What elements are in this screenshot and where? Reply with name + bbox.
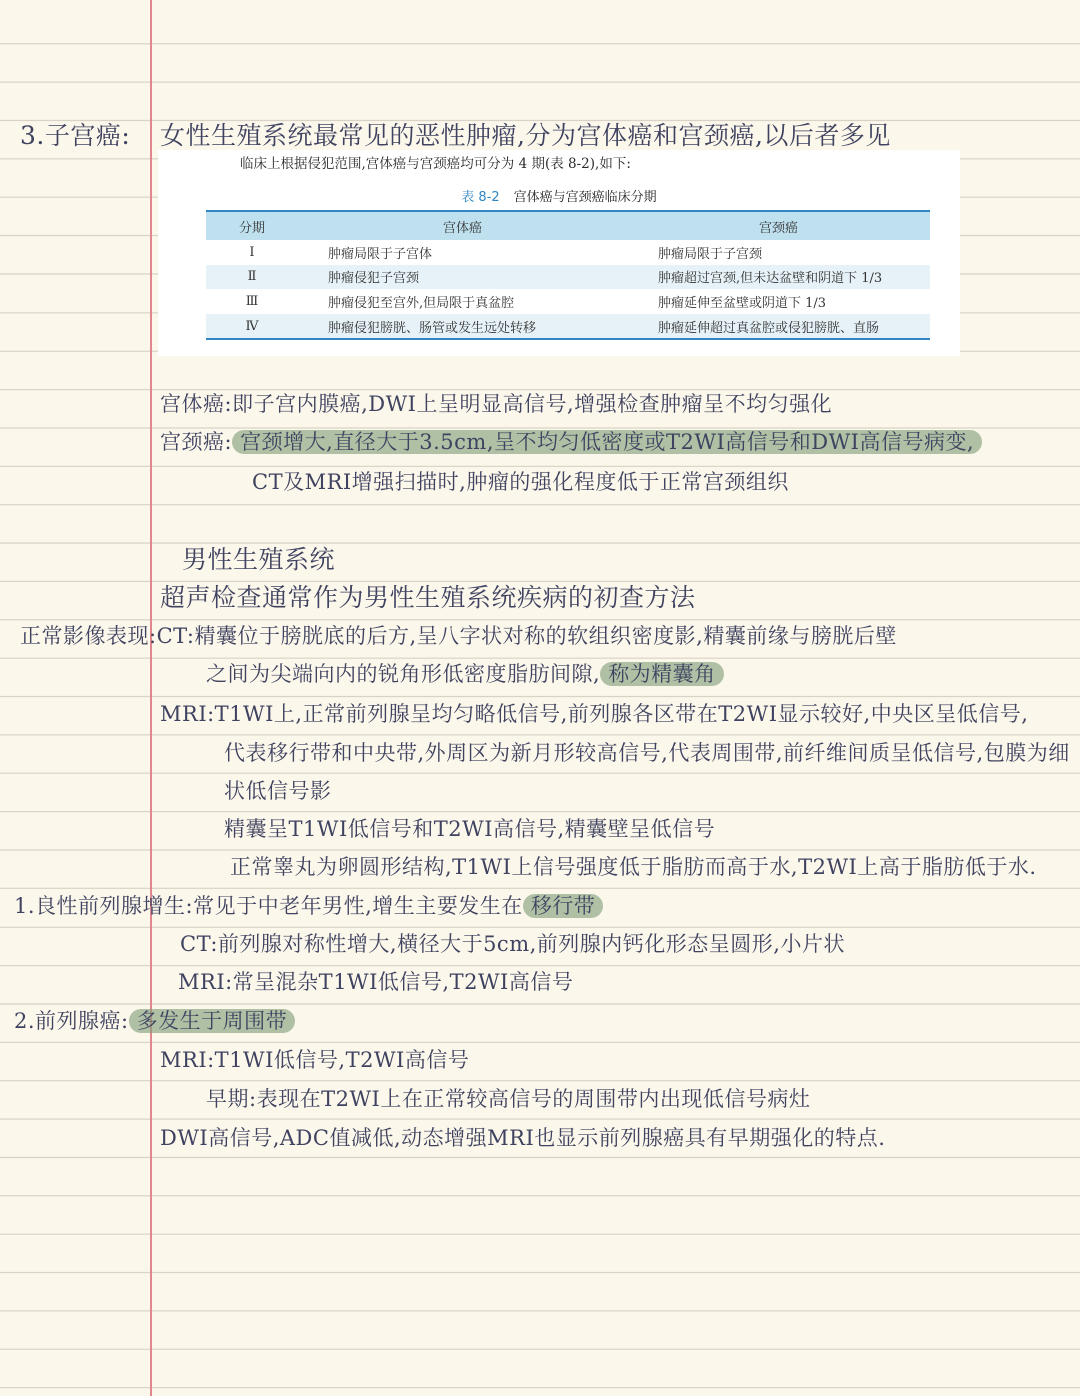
notebook-margin-line — [150, 0, 152, 1396]
bph-text: 常见于中老年男性,增生主要发生在 — [193, 894, 523, 918]
heading-male-reproductive: 男性生殖系统 — [182, 545, 336, 574]
section-label-uterine-cancer: 3.子宫癌: — [20, 121, 131, 150]
note-bph-mri: MRI:常呈混杂T1WI低信号,T2WI高信号 — [178, 970, 574, 994]
header-stage: 分期 — [206, 211, 298, 240]
note-ultrasound: 超声检查通常作为男性生殖系统疾病的初查方法 — [160, 583, 696, 612]
note-cervical-ct: CT及MRI增强扫描时,肿瘤的强化程度低于正常宫颈组织 — [252, 470, 789, 494]
normal-imaging-label: 正常影像表现: — [20, 624, 157, 648]
table-number: 表 8-2 — [461, 190, 500, 205]
stage-cell: Ⅳ — [206, 314, 298, 340]
body-cancer-cell: 肿瘤侵犯至宫外,但局限于真盆腔 — [328, 295, 515, 311]
table-row — [206, 289, 930, 314]
ct-line-1: CT:精囊位于膀胱底的后方,呈八字状对称的软组织密度影,精囊前缘与膀胱后壁 — [156, 624, 897, 648]
table-caption — [158, 186, 960, 205]
table-header-row — [206, 211, 930, 240]
table-row — [206, 240, 930, 265]
note-bph — [14, 890, 603, 920]
peripheral-zone-highlight: 多发生于周围带 — [129, 1009, 296, 1033]
note-prostate-cancer — [14, 1005, 295, 1035]
prostate-cancer-label: 2.前列腺癌: — [14, 1009, 129, 1033]
header-body-cancer: 宫体癌 — [298, 211, 628, 240]
transition-zone-highlight: 移行带 — [523, 894, 604, 918]
cervical-cancer-cell: 肿瘤延伸至盆壁或阴道下 1/3 — [658, 295, 827, 311]
note-ct-line-2 — [206, 658, 724, 688]
note-body-cancer: 宫体癌:即子宫内膜癌,DWI上呈明显高信号,增强检查肿瘤呈不均匀强化 — [160, 392, 833, 416]
cervical-cancer-cell: 肿瘤延伸超过真盆腔或侵犯膀胱、直肠 — [628, 314, 930, 340]
table-row — [206, 265, 930, 290]
note-cervical-cancer — [160, 426, 982, 456]
clipping-intro: 临床上根据侵犯范围,宫体癌与宫颈癌均可分为 4 期(表 8-2),如下: — [240, 156, 631, 172]
cervical-label: 宫颈癌: — [160, 430, 233, 454]
stage-cell: Ⅰ — [249, 244, 255, 260]
cervical-cancer-cell: 肿瘤局限于子宫颈 — [658, 246, 763, 262]
ct-line-2-text: 之间为尖端向内的锐角形低密度脂肪间隙, — [206, 662, 601, 686]
textbook-clipping — [158, 150, 960, 356]
note-testis: 正常睾丸为卵圆形结构,T1WI上信号强度低于脂肪而高于水,T2WI上高于脂肪低于水. — [230, 855, 1037, 879]
uterine-cancer-overview: 女性生殖系统最常见的恶性肿瘤,分为宫体癌和宫颈癌,以后者多见 — [160, 121, 891, 150]
header-cervical-cancer: 宫颈癌 — [628, 211, 930, 240]
table-row — [206, 314, 930, 340]
body-cancer-cell: 肿瘤侵犯膀胱、肠管或发生远处转移 — [298, 314, 628, 340]
note-prostate-early: 早期:表现在T2WI上在正常较高信号的周围带内出现低信号病灶 — [206, 1087, 811, 1111]
stage-cell: Ⅱ — [206, 265, 298, 290]
table-title: 宫体癌与宫颈癌临床分期 — [513, 190, 657, 205]
stage-cell: Ⅲ — [245, 293, 259, 309]
note-prostate-mri: MRI:T1WI低信号,T2WI高信号 — [160, 1048, 470, 1072]
body-cancer-cell: 肿瘤局限于子宫体 — [328, 246, 433, 262]
note-normal-imaging-ct — [20, 620, 897, 650]
staging-table — [206, 210, 930, 340]
note-mri-line-1: MRI:T1WI上,正常前列腺呈均匀略低信号,前列腺各区带在T2WI显示较好,中央区呈低信号, — [160, 702, 1029, 726]
note-mri-line-3: 状低信号影 — [224, 779, 332, 803]
note-prostate-dwi: DWI高信号,ADC值减低,动态增强MRI也显示前列腺癌具有早期强化的特点. — [160, 1126, 886, 1150]
bph-label: 1.良性前列腺增生: — [14, 894, 194, 918]
cervical-highlight: 宫颈增大,直径大于3.5cm,呈不均匀低密度或T2WI高信号和DWI高信号病变, — [232, 430, 982, 454]
note-bph-ct: CT:前列腺对称性增大,横径大于5cm,前列腺内钙化形态呈圆形,小片状 — [180, 932, 845, 956]
seminal-angle-highlight: 称为精囊角 — [600, 662, 724, 686]
body-cancer-cell: 肿瘤侵犯子宫颈 — [298, 265, 628, 290]
cervical-cancer-cell: 肿瘤超过宫颈,但未达盆壁和阴道下 1/3 — [628, 265, 930, 290]
note-seminal-vesicle: 精囊呈T1WI低信号和T2WI高信号,精囊壁呈低信号 — [224, 817, 716, 841]
note-mri-line-2: 代表移行带和中央带,外周区为新月形较高信号,代表周围带,前纤维间质呈低信号,包膜为细 — [224, 741, 1070, 765]
